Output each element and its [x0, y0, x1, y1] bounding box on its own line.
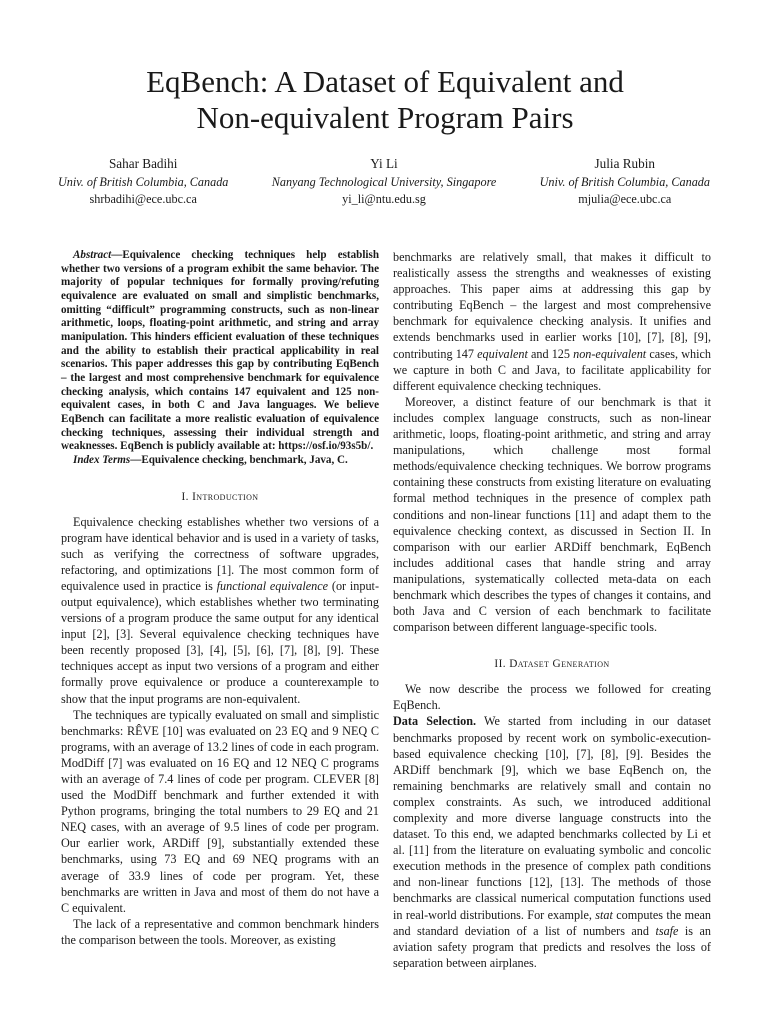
author-affiliation: Univ. of British Columbia, Canada [539, 175, 710, 189]
index-terms-text: —Equivalence checking, benchmark, Java, C. [130, 453, 348, 466]
section-heading-dataset-generation: II. Dataset Generation [494, 658, 610, 671]
paper-title-line-2: Non-equivalent Program Pairs [196, 100, 574, 135]
author-2 [272, 155, 497, 208]
intro-paragraph-1 [61, 514, 379, 707]
data-selection-emphasis-tsafe: tsafe [655, 923, 679, 938]
intro-paragraph-3-continued [393, 249, 711, 394]
index-terms [61, 454, 379, 468]
author-email[interactable]: mjulia@ece.ubc.ca [578, 192, 672, 206]
data-selection-text-1: We started from including in our dataset benchmarks proposed by recent work on symbolic-execution-based equivalence checking [10], [7], [8], [9]. Besides the ARDiff benchmark [9], which we base EqBench on, the remaining benchmarks are relatively small and contain no complex constraints. As such, we introduced additional complexity and more diverse language constructs into the dataset. To this end, we adapted benchmarks collected by Li et al. [11] from the literature on evaluating symbolic and concolic execution methods in the presence of complex path conditions and non-linear functions [12], [13]. The methods of those benchmarks are classical numerical computation functions used in real-world distributions. For example, [393, 714, 711, 922]
author-email[interactable]: yi_li@ntu.edu.sg [342, 192, 426, 206]
author-affiliation: Univ. of British Columbia, Canada [58, 175, 229, 189]
intro-paragraph-4: Moreover, a distinct feature of our benchmark is that it includes complex language constructs, such as non-linear arithmetic, loops, floating-point arithmetic, and string and array manipulations, which challenge most formal methods/equivalence checking techniques. We borrow programs containing these constructs from existing literature on evaluating formal method techniques in the presence of complex path conditions and non-linear functions [11] and adapt them to the equivalence checking context, as discussed in Section II. In comparison with our earlier ARDiff benchmark, EqBench includes additional cases that handle string and array manipulations, systematically collected meta-data on each benchmark which describes the types of changes it contains, and both Java and C version of each benchmark to facilitate comparison between different language-specific tools. [393, 394, 711, 635]
author-name: Sahar Badihi [108, 156, 178, 171]
data-selection-heading: Data Selection. [393, 714, 477, 729]
right-p1-text-3: cases, which we capture in both C and Java, to facilitate applicability for different equivalence checking techniques. [393, 346, 711, 393]
abstract-text: —Equivalence checking techniques help establish whether two versions of a program exhibit the same behavior. The majority of popular techniques for formally proving/refuting equivalence are evaluated on small and simplistic benchmarks, omitting “difficult” programming constructs, such as non-linear arithmetic, loops, floating-point arithmetic, and string and array manipulation. This hinders efficient evaluation of these techniques and the ability to establish their practical applicability in real scenarios. This paper addresses this gap by contributing EqBench – the largest and most comprehensive benchmark for equivalence checking analysis, which contains 147 equivalent and 125 non-equivalent cases, in both C and Java languages. We believe EqBench can facilitate a more realistic evaluation of equivalence checking techniques, assessing their individual strength and weaknesses. EqBench is publicly available at: https://osf.io/93s5b/. [61, 249, 379, 453]
dataset-paragraph-1: We now describe the process we followed for creating EqBench. [393, 682, 711, 713]
author-name: Yi Li [370, 156, 398, 171]
author-block [58, 155, 710, 208]
right-p1-emphasis-1: equivalent [477, 346, 528, 361]
section-heading-introduction: I. Introduction [181, 490, 259, 503]
author-affiliation: Nanyang Technological University, Singapore [271, 175, 497, 189]
intro-p1-text-rest: (or input-output equivalence), which establishes whether two terminating versions of a program produce the same output for any identical input [2], [3]. Several equivalence checking techniques have been recently proposed [3], [4], [5], [6], [7], [8], [9]. These techniques accept as input two versions of a program and either formally prove equivalence or produce a counterexample to show that the input programs are non-equivalent. [61, 578, 379, 706]
intro-p1-emphasis: functional equivalence [216, 578, 329, 593]
intro-paragraph-3: The lack of a representative and common benchmark hinders the comparison between the tools. Moreover, as existing [61, 916, 379, 947]
intro-p1-text: Equivalence checking establishes whether two versions of a program have identical behavior and is used in a variety of tasks, such as verifying the correctness of software upgrades, refactoring, and optimizations [1]. The most common form of equivalence used in practice is [61, 514, 379, 593]
data-selection-text-3: is an aviation safety program that predicts and resolves the loss of separation between airplanes. [393, 923, 711, 970]
author-name: Julia Rubin [594, 156, 655, 171]
left-column [61, 249, 379, 948]
author-3 [540, 155, 710, 208]
paper-title-line-1: EqBench: A Dataset of Equivalent and [146, 64, 624, 99]
index-terms-lead: Index Terms [73, 453, 131, 466]
right-column [393, 249, 711, 971]
abstract-lead: Abstract [73, 249, 112, 261]
right-p1-text: benchmarks are relatively small, that makes it difficult to realistically assess the strengths and weaknesses of existing approaches. This paper aims at addressing this gap by contributing EqBench – the largest and most comprehensive benchmark for equivalence checking analysis. It unifies and extends benchmarks used in earlier works [10], [7], [8], [9], contributing 147 [393, 250, 711, 361]
author-1 [58, 155, 228, 208]
data-selection-text-2: computes the mean and standard deviation of a list of numbers and [393, 907, 711, 938]
author-email[interactable]: shrbadihi@ece.ubc.ca [89, 192, 197, 206]
data-selection-emphasis-stat: stat [595, 907, 613, 922]
right-p1-emphasis-2: non-equivalent [573, 346, 647, 361]
right-p1-text-2: and 125 [527, 346, 574, 361]
data-selection-paragraph [393, 713, 711, 971]
intro-paragraph-2: The techniques are typically evaluated on small and simplistic benchmarks: RÊVE [10] was evaluated on 23 EQ and 9 NEQ C programs, with an average of 13.2 lines of code in each program. ModDiff [7] was evaluated on 16 EQ and 12 NEQ C programs with an average of 7.4 lines of code per program. CLEVER [8] used the ModDiff benchmark and further extended it with Python programs, bringing the total numbers to 29 EQ and 21 NEQ cases, with an average of 9.5 lines of code per program. Our earlier work, ARDiff [9], substantially extended these benchmarks, using 73 EQ and 69 NEQ programs with an average of 33.9 lines of code per program. Yet, these benchmarks are written in Java and most of them do not have a C equivalent. [61, 707, 379, 915]
abstract [61, 249, 379, 454]
